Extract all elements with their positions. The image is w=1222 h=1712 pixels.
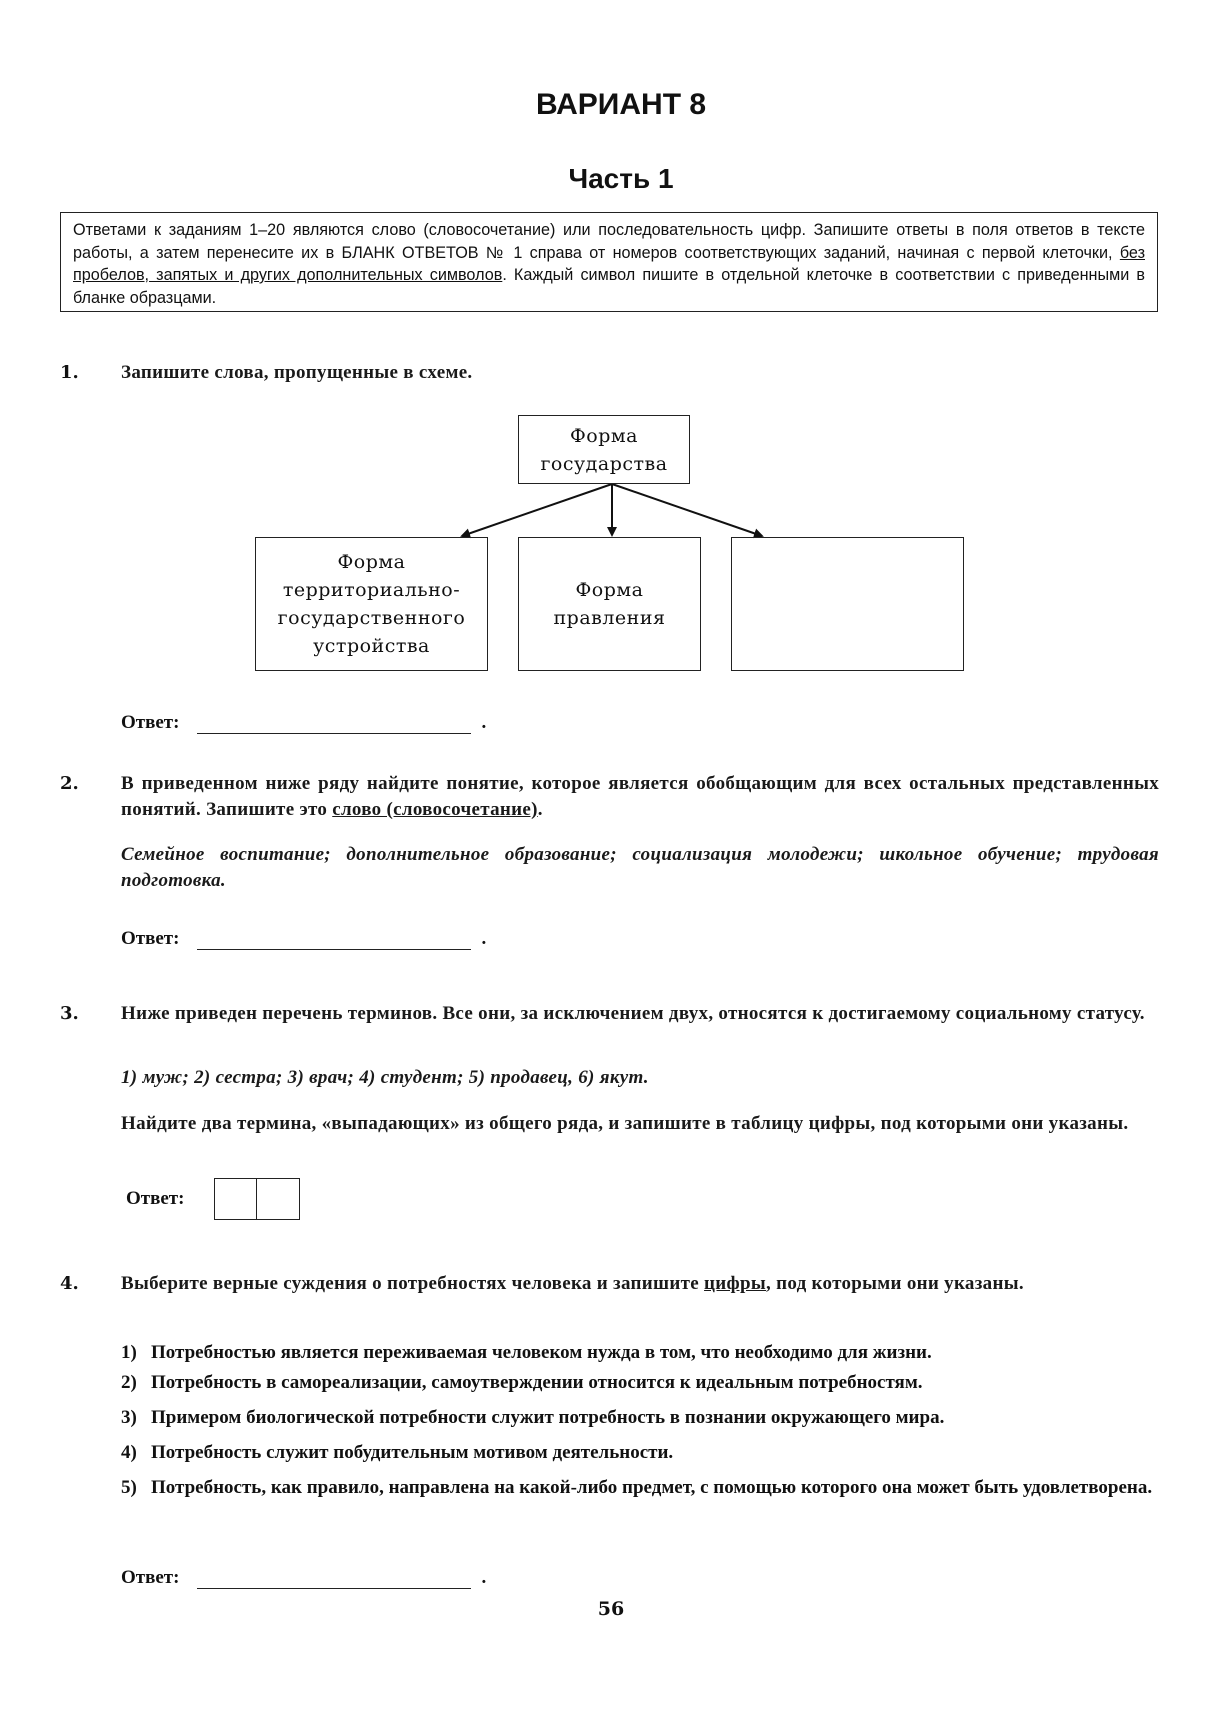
diagram-child-box-1 [255, 537, 488, 671]
option-3 [121, 1403, 1159, 1433]
question-4-text-after: , под которыми они указаны. [766, 1273, 1024, 1294]
answer-cell-2[interactable] [257, 1178, 300, 1220]
question-3-answer [126, 1178, 300, 1220]
answer-label: Ответ: [121, 1567, 180, 1588]
diagram-child-label-2: Форма правления [553, 579, 666, 629]
question-2-text-after: . [537, 799, 543, 820]
part-title: Часть 1 [568, 163, 674, 194]
option-text: Потребность служит побудительным мотивом деятельности. [151, 1442, 674, 1463]
option-text: Потребностью является переживаемая человеком нужда в том, что необходимо для жизни. [151, 1342, 932, 1363]
question-1-text: Запишите слова, пропущенные в схеме. [121, 362, 473, 383]
instruction-underlined: без пробелов, запятых и других дополнительных символов [73, 243, 1145, 284]
option-text: Потребность в самореализации, самоутверждении относится к идеальным потребностям. [151, 1372, 923, 1393]
page-number: 56 [597, 1598, 625, 1620]
question-2-answer [121, 928, 486, 950]
answer-cell-1[interactable] [214, 1178, 257, 1220]
instruction-box [60, 212, 1158, 312]
question-4-answer [121, 1567, 486, 1589]
option-number: 5) [121, 1477, 137, 1498]
diagram-child-label-1: Форма территориально-государственного устройства [277, 551, 466, 657]
answer-input-line[interactable] [197, 715, 471, 734]
option-number: 2) [121, 1372, 137, 1393]
question-4-emphasis: цифры [704, 1273, 766, 1294]
question-1-answer [121, 712, 486, 734]
option-5 [121, 1473, 1159, 1503]
question-2-text-before: В приведенном ниже ряду найдите понятие, которое является обобщающим для всех остальных представленных понятий. Запишите это [121, 773, 1159, 820]
question-2-number: 2. [60, 773, 79, 794]
question-2-text [121, 771, 1159, 823]
instruction-text-before: Ответами к заданиям 1–20 являются слово (словосочетание) или последовательность цифр. Запишите ответы в поля ответов в тексте работы, а затем перенесите их в БЛАНК ОТВЕТОВ № 1 справа от номеров соответствующих заданий, начиная с первой клеточки, [73, 221, 1145, 262]
question-4-text-before: Выберите верные суждения о потребностях человека и запишите [121, 1273, 705, 1294]
diagram-child-box-2 [518, 537, 701, 671]
diagram-root-label: Форма государства [540, 424, 668, 475]
question-3-terms: 1) муж; 2) сестра; 3) врач; 4) студент; 5) продавец, 6) якут. [121, 1067, 649, 1088]
answer-dot: . [481, 712, 487, 733]
answer-input-line[interactable] [197, 931, 471, 950]
option-number: 3) [121, 1407, 137, 1428]
option-1 [121, 1338, 1159, 1368]
question-4-text [121, 1271, 1159, 1297]
answer-dot: . [481, 928, 487, 949]
answer-label: Ответ: [126, 1188, 185, 1209]
answer-label: Ответ: [121, 928, 180, 949]
answer-label: Ответ: [121, 712, 180, 733]
diagram-root-box [518, 415, 690, 484]
variant-title: ВАРИАНТ 8 [535, 88, 707, 121]
option-4 [121, 1438, 1159, 1468]
question-2-emphasis: слово (словосочетание) [332, 799, 538, 820]
option-2 [121, 1368, 1159, 1398]
question-1-number: 1. [60, 362, 79, 383]
diagram-child-box-3-empty[interactable] [731, 537, 964, 671]
answer-input-line[interactable] [197, 1570, 471, 1589]
option-text: Потребность, как правило, направлена на какой-либо предмет, с помощью которого она может быть удовлетворена. [151, 1477, 1153, 1498]
instruction-text-after: . Каждый символ пишите в отдельной клеточке в соответствии с приведенными в бланке образцами. [73, 266, 1146, 307]
question-3-instruction: Найдите два термина, «выпадающих» из общего ряда, и запишите в таблицу цифры, под которыми они указаны. [121, 1113, 1129, 1134]
question-4-number: 4. [60, 1273, 79, 1294]
question-3-number: 3. [60, 1003, 79, 1024]
answer-dot: . [481, 1567, 487, 1588]
question-2-series: Семейное воспитание; дополнительное образование; социализация молодежи; школьное обучение; трудовая подготовка. [121, 844, 1159, 891]
option-text: Примером биологической потребности служит потребность в познании окружающего мира. [151, 1407, 945, 1428]
option-number: 1) [121, 1342, 137, 1363]
option-number: 4) [121, 1442, 137, 1463]
answer-cells [214, 1178, 300, 1220]
question-3-text: Ниже приведен перечень терминов. Все они, за исключением двух, относятся к достигаемому социальному статусу. [121, 1003, 1145, 1024]
